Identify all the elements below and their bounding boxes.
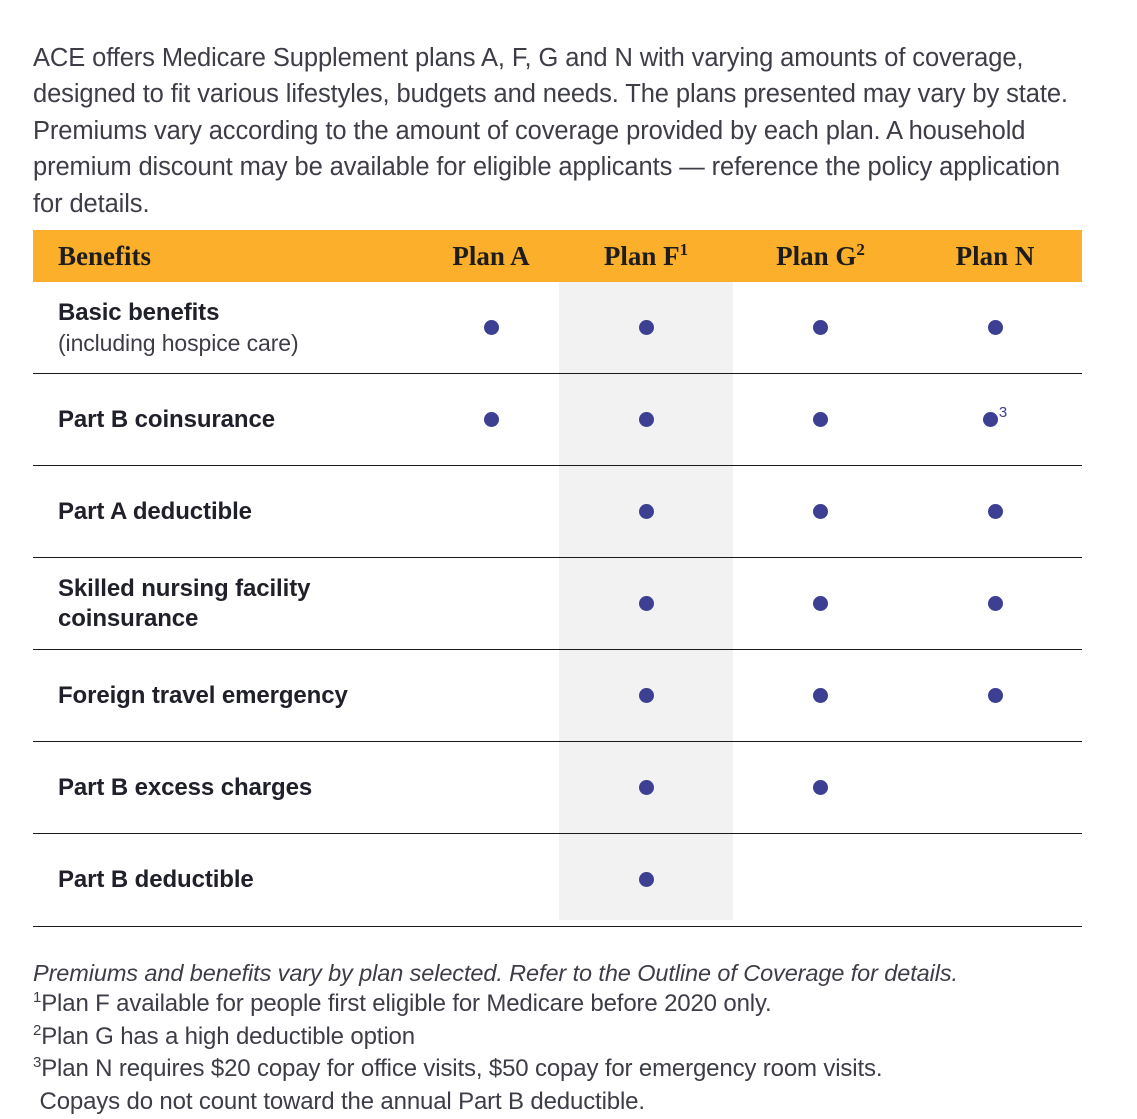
table-row [33, 466, 1082, 558]
benefit-name-cell [33, 466, 423, 558]
footnote-3 [33, 1053, 1103, 1086]
footnote-1 [33, 988, 1103, 1021]
benefit-name-cell [33, 558, 423, 650]
coverage-dot-icon [639, 780, 654, 795]
coverage-dot-icon [484, 412, 499, 427]
coverage-dot-icon [639, 872, 654, 887]
benefit-title: Skilled nursing facility coinsurance [58, 574, 311, 632]
coverage-dot-icon [639, 504, 654, 519]
cell-plan-g [733, 374, 908, 466]
coverage-dot-icon [983, 412, 998, 427]
table-body [33, 282, 1082, 927]
benefit-title: Part B coinsurance [58, 405, 275, 433]
coverage-dot-icon [813, 412, 828, 427]
benefit-title: Foreign travel emergency [58, 681, 348, 709]
table-row [33, 282, 1082, 374]
cell-plan-f [559, 558, 733, 650]
footnote-2-text: Plan G has a high deductible option [41, 1022, 415, 1050]
cell-plan-f [559, 834, 733, 927]
column-header-plan-n [908, 230, 1082, 282]
coverage-dot-icon [639, 412, 654, 427]
cell-plan-n [908, 282, 1082, 374]
cell-plan-g [733, 650, 908, 742]
footnote-1-marker: 1 [33, 989, 42, 1006]
table-row [33, 374, 1082, 466]
benefit-name-cell [33, 282, 423, 374]
cell-plan-a [423, 834, 559, 927]
column-header-plan-f [559, 230, 733, 282]
cell-plan-g [733, 742, 908, 834]
cell-plan-n [908, 650, 1082, 742]
plan-a-label: Plan A [452, 240, 530, 271]
coverage-dot-icon [639, 320, 654, 335]
coverage-dot-icon [988, 596, 1003, 611]
table-row [33, 742, 1082, 834]
cell-plan-f [559, 650, 733, 742]
footnotes-block [33, 988, 1103, 1118]
benefit-name-cell [33, 742, 423, 834]
coverage-dot-icon [813, 780, 828, 795]
plan-g-footnote-marker: 2 [856, 239, 865, 259]
coverage-dot-icon [484, 320, 499, 335]
benefit-name-cell [33, 650, 423, 742]
cell-plan-a [423, 650, 559, 742]
cell-plan-g [733, 558, 908, 650]
column-header-plan-g [733, 230, 908, 282]
table-header [33, 230, 1082, 282]
cell-plan-f [559, 374, 733, 466]
footnote-1-text: Plan F available for people first eligible for Medicare before 2020 only. [41, 990, 772, 1017]
cell-plan-g [733, 834, 908, 927]
benefits-table-container [33, 230, 1082, 927]
footnote-2-marker: 2 [33, 1021, 42, 1039]
cell-plan-n [908, 558, 1082, 650]
cell-plan-n [908, 742, 1082, 834]
benefit-name-cell [33, 834, 423, 927]
benefit-title: Part A deductible [58, 497, 252, 525]
cell-plan-a [423, 742, 559, 834]
cell-plan-a [423, 282, 559, 374]
table-row [33, 834, 1082, 927]
cell-plan-f [559, 282, 733, 374]
cell-plan-n [908, 466, 1082, 558]
plan-g-label: Plan G [776, 240, 857, 271]
coverage-dot-icon [813, 320, 828, 335]
table-header-row [33, 230, 1082, 282]
coverage-dot-icon [813, 688, 828, 703]
footnote-2 [33, 1021, 1103, 1054]
column-header-benefits: Benefits [33, 230, 423, 282]
cell-plan-g [733, 466, 908, 558]
column-header-plan-a [423, 230, 559, 282]
coverage-dot-icon [988, 504, 1003, 519]
cell-plan-a [423, 558, 559, 650]
footnote-3-marker: 3 [33, 1054, 42, 1071]
coverage-dot-icon [988, 320, 1003, 335]
coverage-dot-icon [988, 688, 1003, 703]
plan-f-footnote-marker: 1 [679, 239, 689, 259]
plan-f-label: Plan F [603, 240, 680, 271]
plan-n-footnote-marker: 3 [998, 404, 1008, 422]
benefit-title: Part B excess charges [58, 773, 313, 801]
intro-paragraph: ACE offers Medicare Supplement plans A, F, G and N with varying amounts of coverage, designed to fit various lifestyles, budgets and needs. The plans presented may vary by state. Premiums vary according to the amount of coverage provided by each plan. A household premium discount may be available for eligible applicants — reference the policy application for details. [33, 43, 1068, 218]
cell-plan-f [559, 466, 733, 558]
table-row [33, 558, 1082, 650]
cell-plan-f [559, 742, 733, 834]
footnote-3-continuation: Copays do not count toward the annual Part B deductible. [33, 1087, 645, 1115]
cell-plan-a [423, 466, 559, 558]
benefits-comparison-table [33, 230, 1082, 927]
benefit-title: Basic benefits [58, 298, 220, 326]
cell-plan-a [423, 374, 559, 466]
table-row [33, 650, 1082, 742]
plan-n-label: Plan N [955, 240, 1035, 271]
cell-plan-n [908, 374, 1082, 466]
cell-plan-g [733, 282, 908, 374]
coverage-dot-icon [813, 596, 828, 611]
benefit-name-cell [33, 374, 423, 466]
premiums-disclaimer: Premiums and benefits vary by plan selected. Refer to the Outline of Coverage for details. [33, 959, 958, 986]
benefit-title: Part B deductible [58, 866, 254, 893]
coverage-dot-icon [813, 504, 828, 519]
cell-plan-n [908, 834, 1082, 927]
coverage-dot-icon [639, 596, 654, 611]
footnote-3-text: Plan N requires $20 copay for office visits, $50 copay for emergency room visits. [41, 1055, 883, 1082]
coverage-dot-icon [639, 688, 654, 703]
benefit-subtitle: (including hospice care) [58, 329, 299, 356]
